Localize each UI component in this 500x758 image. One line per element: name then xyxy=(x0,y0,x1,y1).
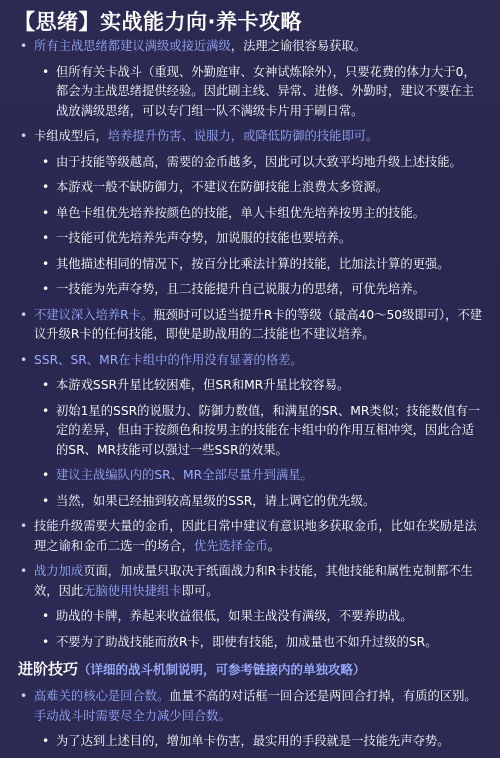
item-text: 助战的卡牌，养起来收益很低，如果主战没有满级，不要养助战。 xyxy=(56,609,413,623)
list-item xyxy=(0,204,500,224)
item-text: 血量不高的对话框一回合还是两回合打掉，有质的区别。 xyxy=(169,689,477,703)
section-subtitle: （详细的战斗机制说明，可参考链接内的单独攻略） xyxy=(78,662,366,677)
list-item xyxy=(0,376,500,396)
bullet-icon: • xyxy=(20,129,28,143)
highlight-text: 所有主战思绪都建议满级或接近满级 xyxy=(34,39,231,53)
bullet-icon: • xyxy=(20,564,28,578)
bullet-icon: • xyxy=(20,39,28,53)
item-text: 为了达到上述目的，增加单卡伤害，最实用的手段就是一技能先声夺势。 xyxy=(56,734,450,748)
list-item xyxy=(0,153,500,173)
list-item xyxy=(0,492,500,512)
item-text: 初始1星的SSR的说服力、防御力数值，和满星的SR、MR类似；技能数值有一定的差异，但由于按颜色和按男主的技能在卡组中的作用互相冲突，因此合适的SR、MR技能可以强过一些SSR的效果。 xyxy=(56,403,481,457)
advanced-tips-list xyxy=(0,687,500,752)
list-item xyxy=(0,280,500,300)
item-text: ，法理之谕很容易获取。 xyxy=(230,39,367,53)
list-item xyxy=(0,402,500,461)
bullet-icon: • xyxy=(42,205,50,220)
item-text: 当然，如果已经抽到较高星级的SSR，请上调它的优先级。 xyxy=(56,493,376,508)
bullet-icon: • xyxy=(20,307,28,322)
list-item xyxy=(0,255,500,275)
bullet-icon: • xyxy=(42,634,50,649)
bullet-icon: • xyxy=(42,154,50,169)
bullet-icon: • xyxy=(42,256,50,271)
page-title: 【思绪】实战能力向·养卡攻略 xyxy=(14,10,302,34)
bullet-icon: • xyxy=(42,282,50,296)
list-item xyxy=(0,127,500,147)
highlight-text: 不建议深入培养R卡。 xyxy=(34,307,154,322)
item-text: 其他描述相同的情况下，按百分比乘法计算的技能，比加法计算的更强。 xyxy=(56,256,450,271)
item-text: 页面，加成量只取决于纸面战力和R卡技能，其他技能和属性克制都不生效，因此 xyxy=(34,564,473,598)
bullet-icon: • xyxy=(42,378,50,392)
item-text: 但所有关卡战斗（重现、外勤庭审、女神试炼除外），只要花费的体力大于0，都会为主战思绪提供经验。因此刷主线、异常、进修、外勤时，建议不要在主战放满级思绪，可以专门组一队不满级卡片用于刷日常。 xyxy=(56,64,476,118)
highlight-text: SSR、SR、MR在卡组中的作用没有显著的格差。 xyxy=(34,352,303,367)
item-text: 一技能可优先培养先声夺势，加说服的技能也要培养。 xyxy=(56,231,352,245)
highlight-text: 优先选择金币 xyxy=(193,538,268,553)
item-text: 一技能为先声夺势，且二技能提升自己说服力的思绪，可优先培养。 xyxy=(56,282,425,296)
list-item xyxy=(0,306,500,345)
highlight-text: 高难关的核心是回合数。 xyxy=(34,689,170,703)
item-text: 本游戏SSR升星比较困难，但SR和MR升星比较容易。 xyxy=(56,378,350,392)
item-text: 不要为了助战技能而放R卡，即使有技能，加成量也不如升过级的SR。 xyxy=(56,634,438,649)
item-text: 卡组成型后， xyxy=(34,129,108,143)
highlight-text: 无脑使用快捷组卡 xyxy=(83,583,182,598)
list-item xyxy=(0,517,500,556)
list-item xyxy=(0,37,500,57)
guide-content xyxy=(0,37,500,758)
bullet-icon: • xyxy=(42,493,50,508)
list-item xyxy=(0,687,500,726)
bullet-icon: • xyxy=(20,519,28,533)
list-item xyxy=(0,229,500,249)
bullet-icon: • xyxy=(42,734,50,748)
item-text: 单色卡组优先培养按颜色的技能，单人卡组优先培养按男主的技能。 xyxy=(56,205,425,220)
highlight-text: 建议主战编队内的SR、MR全部尽量升到满星。 xyxy=(56,468,313,482)
item-text: 即可。 xyxy=(181,583,219,598)
list-item xyxy=(0,63,500,122)
bullet-icon: • xyxy=(42,468,50,482)
bullet-icon: • xyxy=(42,403,50,418)
list-item xyxy=(0,732,500,752)
section-title: 进阶技巧 xyxy=(18,660,79,678)
list-item xyxy=(0,607,500,627)
bullet-icon: • xyxy=(20,689,28,703)
list-item xyxy=(0,633,500,653)
tips-list xyxy=(0,37,500,652)
item-text: 本游戏一般不缺防御力，不建议在防御技能上浪费太多资源。 xyxy=(56,180,389,194)
highlight-text: 战力加成 xyxy=(34,564,84,578)
list-item xyxy=(0,351,500,371)
list-item xyxy=(0,562,500,601)
highlight-text: 手动战斗时需要尽全力减少回合数。 xyxy=(34,708,231,723)
item-text: 。 xyxy=(267,538,280,553)
section-heading xyxy=(0,658,500,681)
bullet-icon: • xyxy=(42,609,50,623)
list-item xyxy=(0,466,500,486)
bullet-icon: • xyxy=(42,180,50,194)
bullet-icon: • xyxy=(42,231,50,245)
item-text: 由于技能等级越高，需要的金币越多，因此可以大致平均地升级上述技能。 xyxy=(56,154,462,169)
bullet-icon: • xyxy=(20,352,28,367)
item-text: 技能升级需要大量的金币，因此日常中建议有意识地多获取金币，比如在奖励是法理之谕和金币二选一的场合， xyxy=(34,519,477,553)
list-item xyxy=(0,178,500,198)
item-text: 瓶颈时可以适当提升R卡的等级（最高40～50级即可），不建议升级R卡的任何技能，即使是助战用的二技能也不建议培养。 xyxy=(34,307,483,341)
highlight-text: 培养提升伤害、说服力，或降低防御的技能即可。 xyxy=(107,129,379,143)
bullet-icon: • xyxy=(42,64,50,79)
